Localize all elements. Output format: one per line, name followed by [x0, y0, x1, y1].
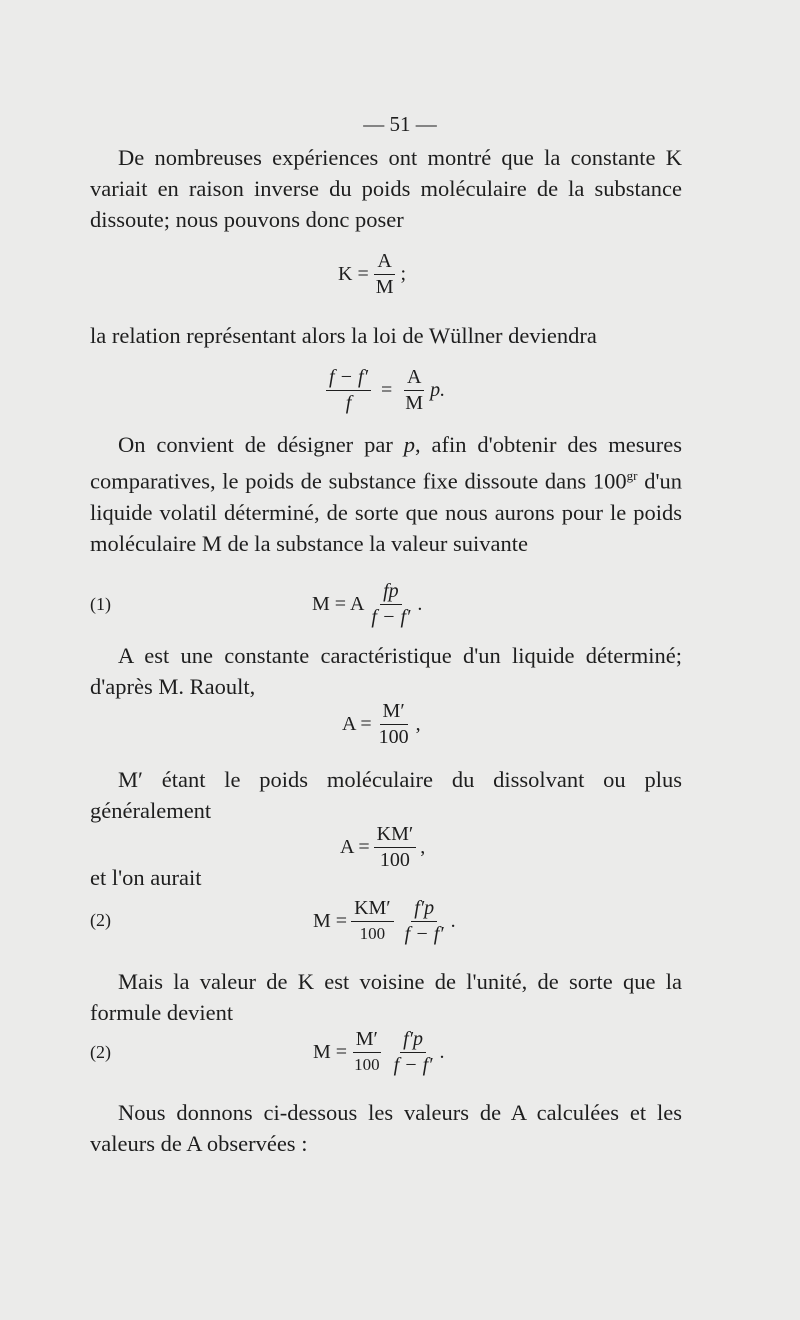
formula-a-equals-m-prime-over-100 — [342, 700, 421, 748]
fraction-first — [351, 897, 394, 945]
fraction-first — [351, 1028, 383, 1076]
unit-superscript: gr — [626, 468, 638, 483]
equation-label-1: (1) — [90, 594, 111, 614]
numerator: KM′ — [374, 823, 417, 848]
paragraph-8: Nous donnons ci-dessous les valeurs de A calculées et les valeurs de A observées : — [90, 1100, 682, 1156]
formula-tail: , — [415, 712, 421, 735]
denominator: 100 — [378, 726, 409, 748]
equation-label-3: (2) — [90, 1042, 111, 1062]
numerator: A — [404, 366, 424, 391]
numerator: M′ — [380, 700, 408, 725]
fraction-second — [402, 897, 447, 945]
numerator: f − f′ — [326, 366, 371, 391]
fraction — [376, 700, 412, 748]
denominator: 100 — [379, 849, 410, 871]
numerator: f′p — [411, 897, 437, 922]
denominator: f − f′ — [393, 1054, 433, 1076]
fraction-second — [391, 1028, 436, 1076]
paragraph-4: A est une constante caractéristique d'un liquide déterminé; d'après M. Raoult, — [90, 643, 682, 699]
paragraph-7: Mais la valeur de K est voisine de l'unité, de sorte que la formule devient — [90, 969, 682, 1025]
equals-sign: = — [380, 378, 393, 401]
formula-k-equals-a-over-m — [338, 250, 406, 298]
fraction-right — [402, 366, 426, 414]
paragraph-6: et l'on aurait — [90, 865, 202, 890]
formula-lhs: A = — [340, 835, 370, 858]
numerator: A — [374, 250, 394, 275]
formula-tail: . — [450, 909, 456, 932]
denominator: f − f′ — [404, 923, 444, 945]
denominator: 100 — [354, 1055, 380, 1074]
paragraph-3-part-c: d'un liquide volatil déterminé, de sorte que nous aurons pour le poids moléculaire M de la substance la valeur suivante — [90, 468, 682, 556]
denominator: f — [345, 392, 352, 414]
denominator: M — [375, 276, 394, 298]
numerator: M′ — [353, 1028, 381, 1053]
paragraph-5: M′ étant le poids moléculaire du dissolvant ou plus généralement — [90, 767, 682, 823]
formula-1 — [312, 580, 422, 628]
numerator: fp — [380, 580, 402, 605]
formula-lhs: K = — [338, 262, 369, 285]
formula-lhs: M = A — [312, 592, 365, 615]
formula-tail: p. — [430, 378, 446, 401]
formula-tail: ; — [400, 262, 407, 285]
fraction — [373, 250, 397, 298]
fraction — [368, 580, 413, 628]
paragraph-3 — [90, 429, 682, 559]
formula-lhs: M = — [313, 1040, 348, 1063]
numerator: KM′ — [351, 897, 394, 922]
formula-wullner-law — [322, 366, 445, 414]
formula-tail: . — [439, 1040, 445, 1063]
denominator: 100 — [359, 924, 386, 943]
paragraph-3-part-a: On convient de désigner par — [118, 432, 404, 457]
equation-label-2: (2) — [90, 910, 111, 930]
page-number: — 51 — — [363, 112, 437, 136]
formula-tail: . — [417, 592, 423, 615]
formula-2 — [313, 897, 456, 945]
formula-lhs: A = — [342, 712, 372, 735]
paragraph-3-part-b: , afin d'obtenir des mesures comparatives, le poids de substance fixe dissoute dans 100 — [90, 432, 682, 494]
paragraph-2: la relation représentant alors la loi de Wüllner deviendra — [90, 323, 597, 348]
fraction-left — [326, 366, 371, 414]
formula-tail: , — [420, 835, 426, 858]
denominator: f − f′ — [371, 606, 411, 628]
variable-p: p — [403, 432, 415, 457]
denominator: M — [405, 392, 424, 414]
formula-lhs: M = — [313, 909, 348, 932]
numerator: f′p — [400, 1028, 426, 1053]
paragraph-1: De nombreuses expériences ont montré que la constante K variait en raison inverse du poids moléculaire de la substance dissoute; nous pouvons donc poser — [90, 145, 682, 232]
formula-3 — [313, 1028, 445, 1076]
